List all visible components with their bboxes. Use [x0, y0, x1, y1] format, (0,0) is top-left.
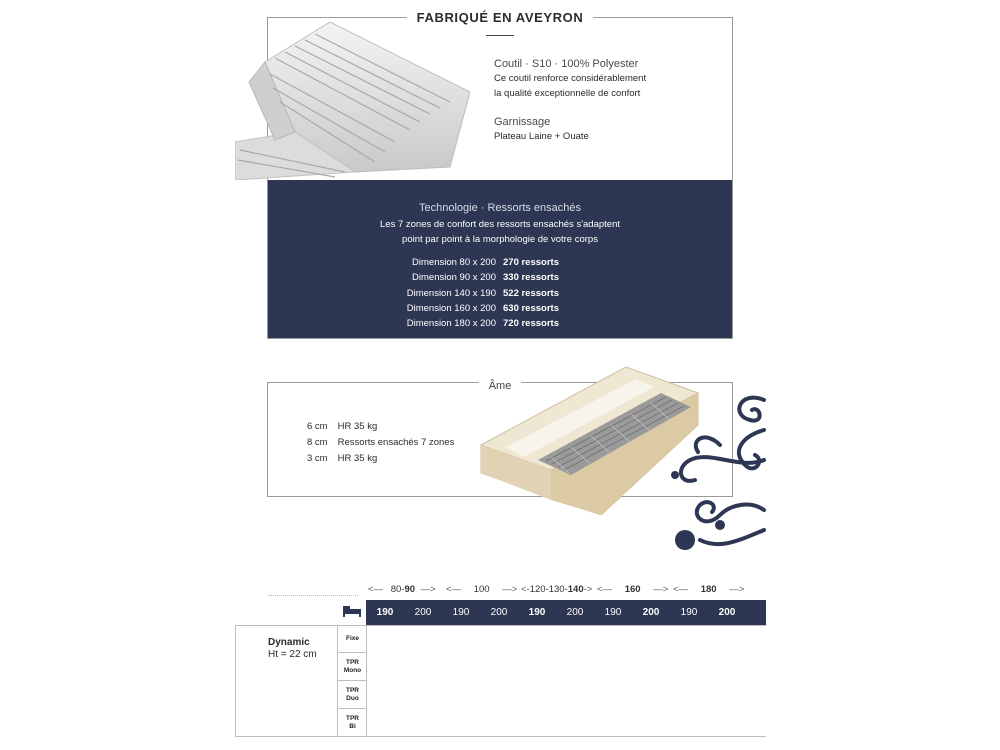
- technology-desc-line-2: point par point à la morphologie de votre corps: [402, 234, 598, 245]
- dimension-label: Dimension 140 x 190: [406, 288, 496, 299]
- dimension-label: Dimension 180 x 200: [406, 318, 496, 329]
- base-type-cell: [338, 709, 367, 737]
- bed-icon: [338, 600, 366, 625]
- base-type-label: TPR: [346, 715, 359, 722]
- base-type-cell: [338, 653, 367, 681]
- layer-thickness: 8 cm: [307, 437, 328, 448]
- quilted-mattress-image: [235, 22, 480, 180]
- length-cell: 190: [680, 607, 698, 618]
- layer-material: Ressorts ensachés 7 zones: [337, 437, 455, 448]
- length-cell: 200: [642, 607, 660, 618]
- dimension-value: 270 ressorts: [503, 257, 559, 268]
- dimension-value: 720 ressorts: [503, 318, 559, 329]
- base-type-sublabel: Mono: [343, 666, 362, 674]
- base-type-cell: [338, 681, 367, 709]
- coutil-line-1: Ce coutil renforce considérablement: [494, 73, 647, 84]
- length-cell: 190: [376, 607, 394, 618]
- technology-panel: [268, 180, 732, 338]
- length-cell: 190: [528, 607, 546, 618]
- dimension-value: 330 ressorts: [503, 272, 559, 283]
- base-type-label: Fixe: [345, 634, 359, 642]
- layer-thickness: 6 cm: [307, 421, 328, 432]
- width-group: <— 160 —>: [597, 584, 669, 595]
- layer-material: HR 35 kg: [337, 421, 378, 432]
- technology-description: [268, 217, 732, 247]
- technology-title: Technologie · Ressorts ensachés: [418, 202, 582, 214]
- coutil-heading: Coutil · S10 · 100% Polyester: [494, 58, 639, 70]
- width-label-bold: 180: [700, 584, 717, 595]
- layer-row: [307, 437, 454, 448]
- dimension-label: Dimension 160 x 200: [406, 303, 496, 314]
- width-label-bold: 140: [567, 584, 584, 595]
- origin-title: FABRIQUÉ EN AVEYRON: [407, 10, 594, 25]
- width-label-bold: 90: [404, 584, 416, 595]
- garnissage-heading: Garnissage: [494, 116, 551, 128]
- layer-row: [307, 453, 377, 464]
- width-header-row: [366, 584, 766, 598]
- base-type-sublabel: Duo: [346, 694, 359, 702]
- length-cell: 200: [718, 607, 736, 618]
- dimension-label: Dimension 80 x 200: [412, 257, 496, 268]
- width-group: <— 180 —>: [673, 584, 745, 595]
- coutil-block: [494, 58, 646, 101]
- coutil-line-2: la qualité exceptionnelle de confort: [494, 87, 641, 99]
- width-group: <— 80-90 —>: [368, 584, 436, 595]
- base-type-column: [338, 625, 367, 737]
- decorative-flourish: [660, 390, 766, 570]
- base-type-label: TPR: [346, 658, 359, 666]
- title-underline: [486, 35, 514, 36]
- model-name: Dynamic: [268, 637, 310, 648]
- layer-row: [307, 421, 377, 432]
- base-type-cell: [338, 625, 367, 653]
- model-height: Ht = 22 cm: [268, 649, 317, 660]
- width-label-bold: 160: [624, 584, 641, 595]
- width-group: <-120-130-140->: [521, 584, 593, 595]
- length-header-row: [366, 600, 766, 625]
- garnissage-line-1: Plateau Laine + Ouate: [494, 131, 589, 142]
- base-type-sublabel: Bi: [349, 723, 356, 730]
- dimension-label: Dimension 90 x 200: [412, 272, 496, 283]
- ame-title: Âme: [479, 380, 522, 392]
- length-cell: 190: [604, 607, 622, 618]
- layer-material: HR 35 kg: [337, 453, 378, 464]
- dimension-value: 522 ressorts: [503, 288, 559, 299]
- length-cell: 200: [490, 607, 508, 618]
- layer-thickness: 3 cm: [307, 453, 328, 464]
- garnissage-block: [494, 116, 589, 145]
- dotted-separator: [268, 595, 358, 596]
- width-label: 120-130-: [529, 584, 568, 595]
- width-group: <— 100 —>: [446, 584, 518, 595]
- technology-desc-line-1: Les 7 zones de confort des ressorts ensachés s'adaptent: [380, 219, 620, 230]
- length-cell: 190: [452, 607, 470, 618]
- width-label: 100: [473, 584, 490, 595]
- length-cell: 200: [414, 607, 432, 618]
- length-cell: 200: [566, 607, 584, 618]
- base-type-label: TPR: [346, 686, 359, 694]
- dimension-value: 630 ressorts: [503, 303, 559, 314]
- width-label: 80-: [390, 584, 405, 595]
